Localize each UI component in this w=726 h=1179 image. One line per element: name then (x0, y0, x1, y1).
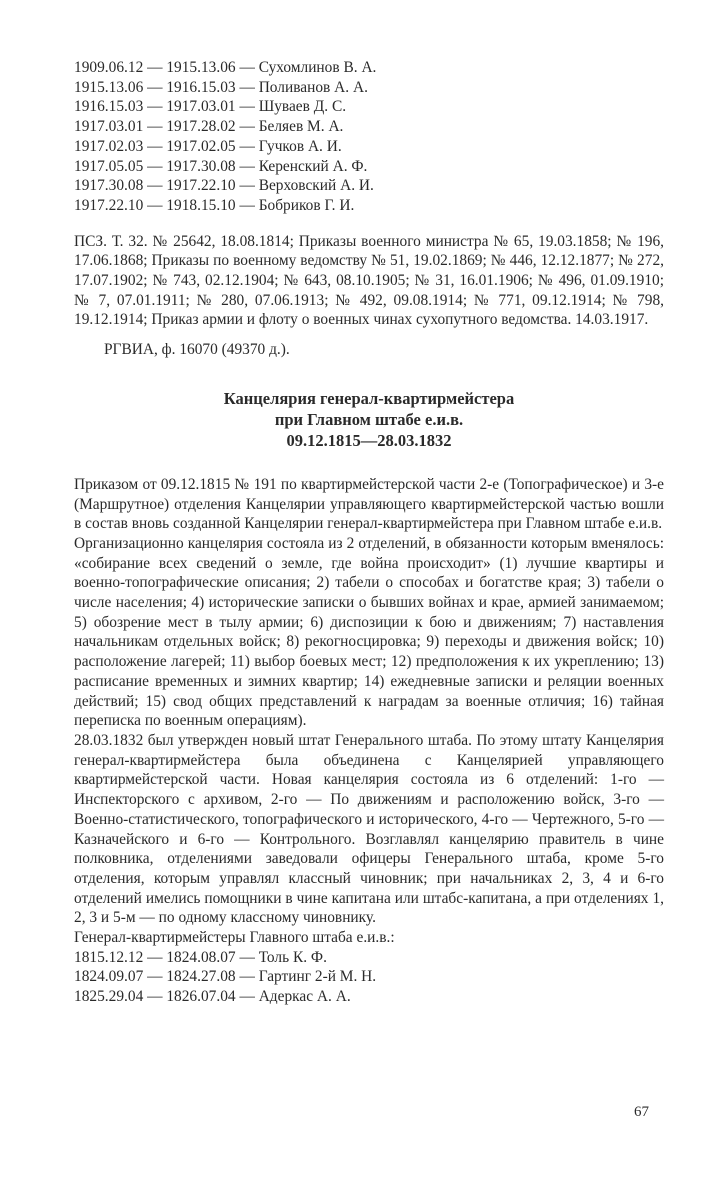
ministers-list (74, 58, 664, 216)
list-item: 1917.22.10 — 1918.15.10 — Бобриков Г. И. (74, 196, 355, 214)
list-item: 1917.02.03 — 1917.02.05 — Гучков А. И. (74, 137, 342, 155)
sources-paragraph: ПСЗ. Т. 32. № 25642, 18.08.1814; Приказы военного министра № 65, 19.03.1858; № 196, 17.06.1868; Приказы по военному ведомству № 51, 19.02.1869; № 446, 12.12.1877; № 272, 17.07.1902; № 743, 02.12.1904; № 643, 08.10.1905; № 31, 16.01.1906; № 496, 01.09.1910; № 7, 07.01.1911; № 280, 07.06.1913; № 492, 09.08.1914; № 771, 09.12.1914; № 798, 19.12.1914; Приказ армии и флоту о военных чинах сухопутного ведомства. 14.03.1917. (74, 232, 664, 329)
list-item: 1915.13.06 — 1916.15.03 — Поливанов А. А. (74, 78, 368, 96)
section-title-line-2: при Главном штабе е.и.в. (274, 409, 464, 429)
list-item: 1916.15.03 — 1917.03.01 — Шуваев Д. С. (74, 98, 347, 116)
section-title-dates: 09.12.1815—28.03.1832 (286, 430, 452, 450)
list-item: 1909.06.12 — 1915.13.06 — Сухомлинов В. А. (74, 59, 377, 76)
archive-reference: РГВИА, ф. 16070 (49370 д.). (104, 341, 290, 359)
list-item: 1824.09.07 — 1824.27.08 — Гартинг 2-й М. Н. (74, 968, 377, 986)
page-body (74, 58, 664, 1007)
section-heading (74, 388, 664, 451)
list-item: 1815.12.12 — 1824.08.07 — Толь К. Ф. (74, 948, 327, 966)
paragraph: Организационно канцелярия состояла из 2 отделений, в обязанности которым вменялось: «собирание всех сведений о земле, где война происходит» (1) лучшие квартиры и военно-топографические описания; 2) табели о способах и богатстве края; 3) табели о числе населения; 4) исторические записки о бывших войнах и крае, армией занимаемом; 5) обозрение мест в тылу армии; 6) диспозиции к бою и движениям; 7) наставления начальникам отдельных войск; 8) рекогносцировка; 9) переходы и движения войск; 10) расположение лагерей; 11) выбор боевых мест; 12) предположения к их укреплению; 13) расписание временных и зимних квартир; 14) ежедневные записки и реляции военных действий; 15) свод общих представлений к наградам за военные отличия; 16) тайная переписка по военным операциям). (74, 534, 664, 730)
list-item: 1917.30.08 — 1917.22.10 — Верховский А. И. (74, 177, 374, 195)
quartermasters-heading: Генерал-квартирмейстеры Главного штаба е.и.в.: (74, 929, 395, 947)
section-title-line-1: Канцелярия генерал-квартирмейстера (223, 388, 515, 408)
list-item: 1917.03.01 — 1917.28.02 — Беляев М. А. (74, 118, 344, 136)
list-item: 1825.29.04 — 1826.07.04 — Адеркас А. А. (74, 988, 351, 1006)
quartermasters-list (74, 948, 664, 1007)
page-number: 67 (634, 1104, 649, 1120)
paragraph: Приказом от 09.12.1815 № 191 по квартирмейстерской части 2-е (Топографическое) и 3-е (Маршрутное) отделения Канцелярии управляющего квартирмейстерской частью вошли в состав вновь созданной Канцелярии генерал-квартирмейстера при Главном штабе е.и.в. (74, 475, 664, 533)
list-item: 1917.05.05 — 1917.30.08 — Керенский А. Ф. (74, 157, 368, 175)
paragraph: 28.03.1832 был утвержден новый штат Генерального штаба. По этому штату Канцелярия генерал-квартирмейстера была объединена с Канцелярией управляющего квартирмейстерской части. Новая канцелярия состояла из 6 отделений: 1-го — Инспекторского с архивом, 2-го — По движениям и расположению войск, 3-го — Военно-статистического, топографического и исторического, 4-го — Чертежного, 5-го — Казначейского и 6-го — Контрольного. Возглавлял канцелярию правитель в чине полковника, отделениями заведовали офицеры Генерального штаба, кроме 5-го отделения, которым управлял классный чиновник; при начальниках 2, 3, 4 и 6-го отделений имелись помощники в чине капитана или штабс-капитана, а при отделениях 1, 2, 3 и 5-м — по одному классному чиновнику. (74, 731, 664, 927)
